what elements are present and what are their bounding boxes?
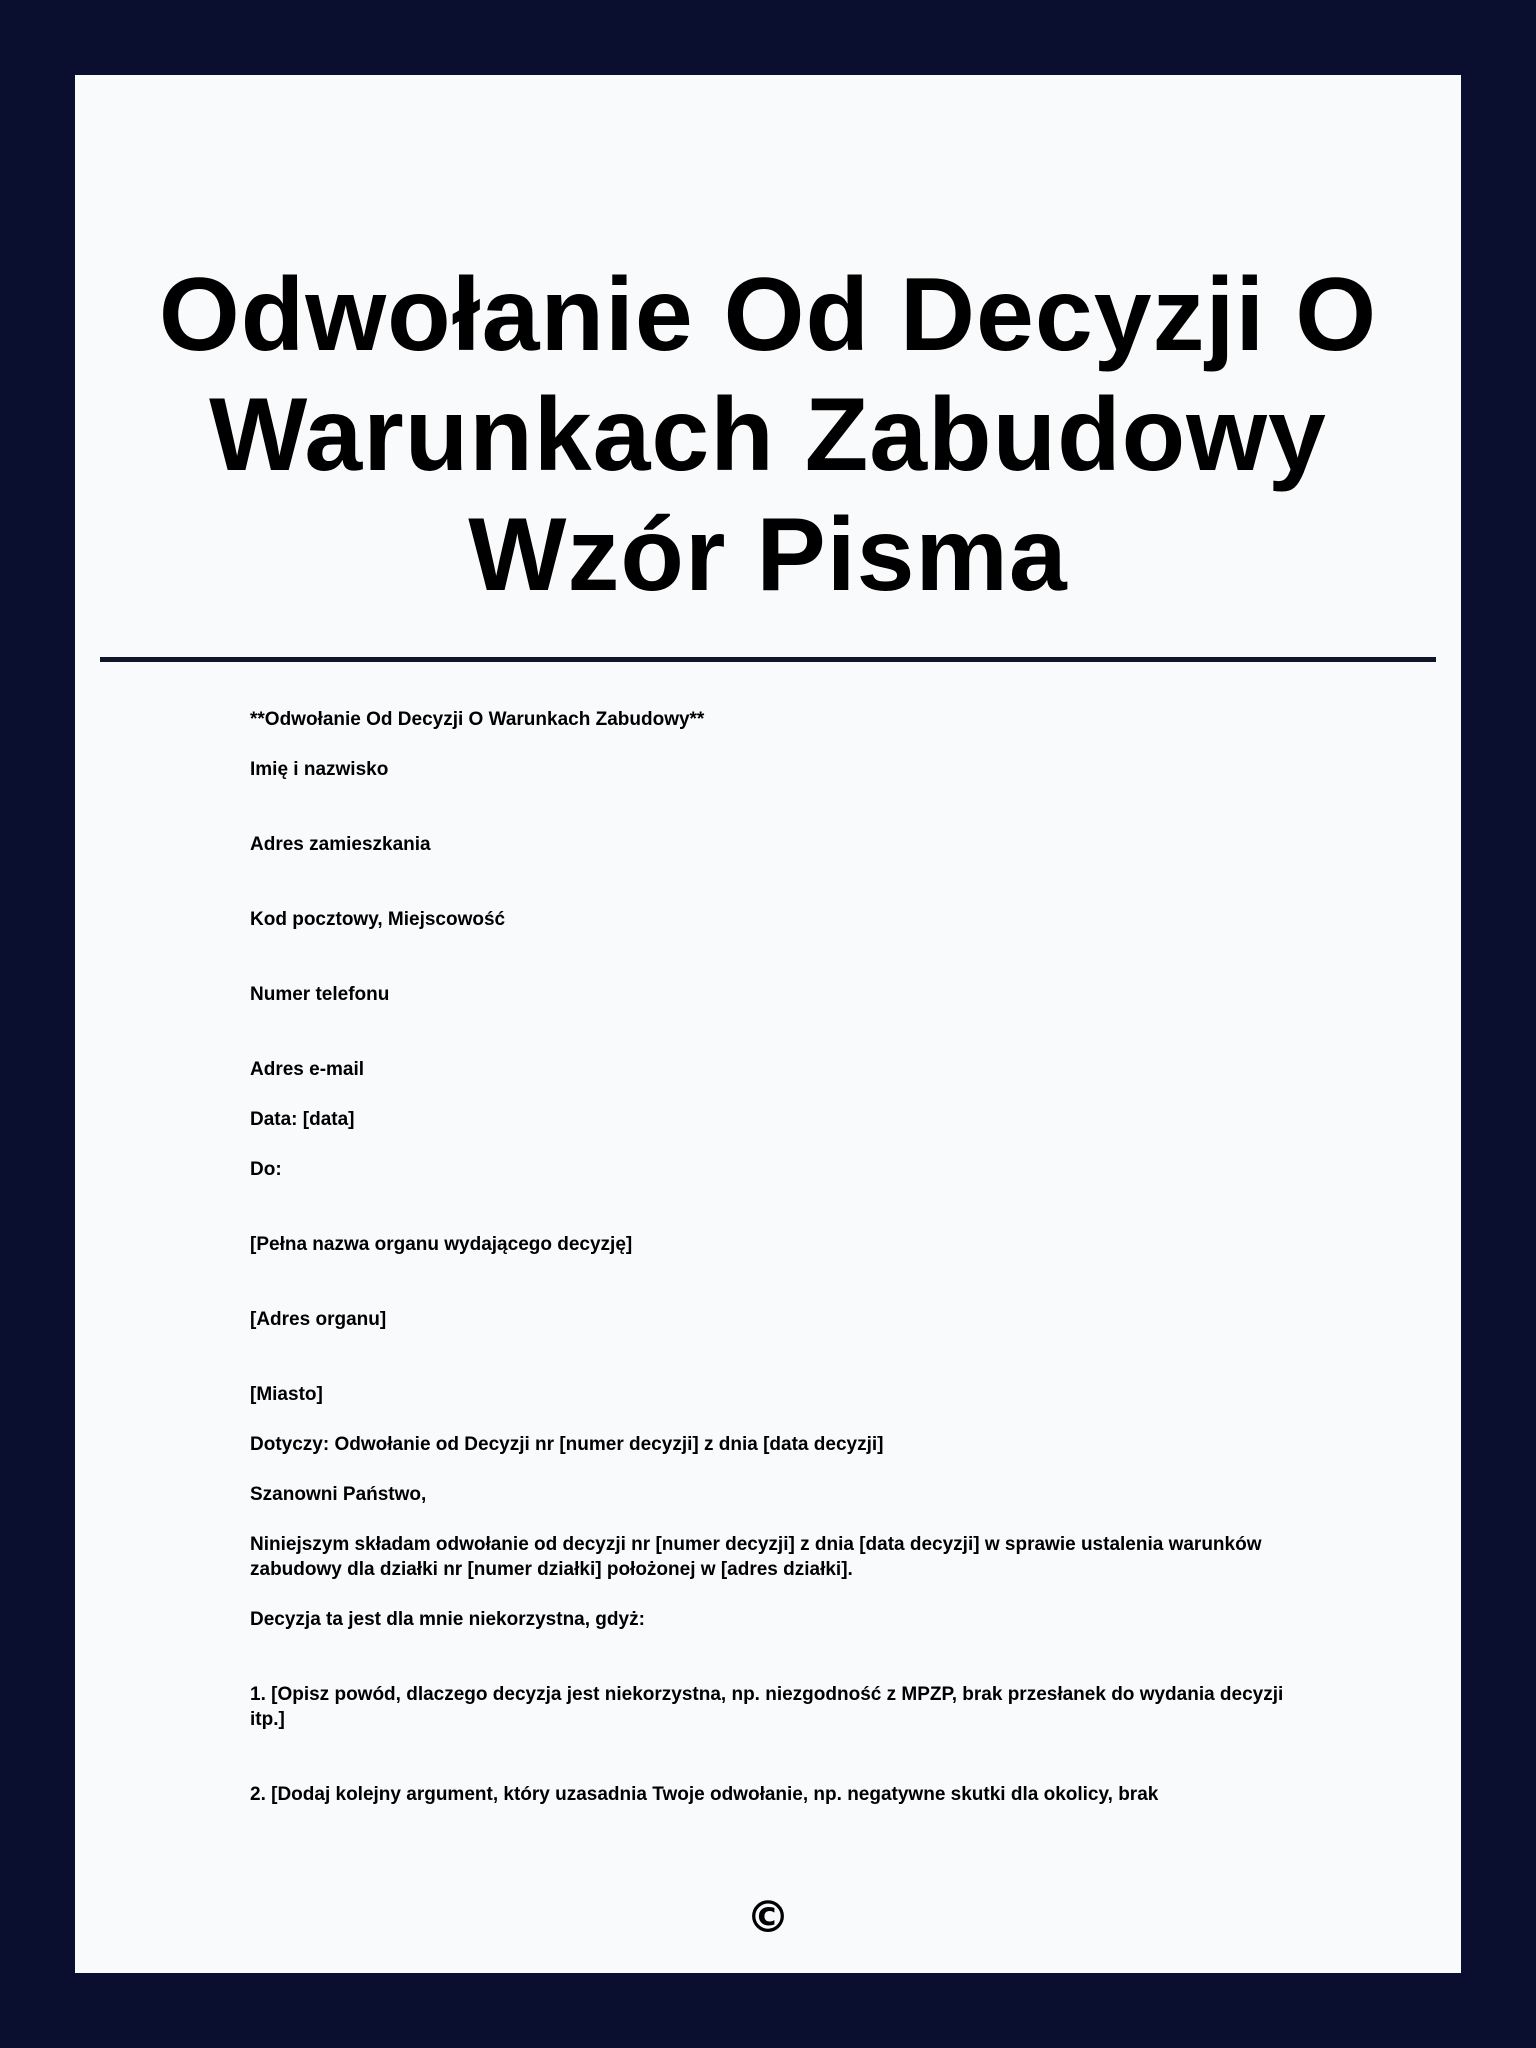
sender-email: Adres e-mail (250, 1059, 365, 1080)
recipient-name: [Pełna nazwa organu wydającego decyzję] (250, 1234, 633, 1255)
sender-postal-city: Kod pocztowy, Miejscowość (250, 909, 506, 930)
sender-phone: Numer telefonu (250, 984, 390, 1005)
letter-body (250, 707, 1310, 1832)
letter-heading: **Odwołanie Od Decyzji O Warunkach Zabudowy** (250, 709, 705, 730)
recipient-city: [Miasto] (250, 1384, 323, 1405)
recipient-address: [Adres organu] (250, 1309, 387, 1330)
page-title: Odwołanie Od Decyzji O Warunkach Zabudowy Wzór Pisma (158, 257, 1378, 613)
sender-address: Adres zamieszkania (250, 834, 431, 855)
reason-item-2: 2. [Dodaj kolejny argument, który uzasadnia Twoje odwołanie, np. negatywne skutki dla okolicy, brak (250, 1784, 1159, 1805)
reason-item-1: 1. [Opisz powód, dlaczego decyzja jest niekorzystna, np. niezgodność z MPZP, brak przesłanek do wydania decyzji itp.] (250, 1684, 1284, 1730)
sender-name: Imię i nazwisko (250, 759, 389, 780)
letter-salutation: Szanowni Państwo, (250, 1484, 427, 1505)
title-divider (100, 657, 1436, 662)
document-sheet (75, 75, 1461, 1973)
recipient-label: Do: (250, 1159, 282, 1180)
letter-date: Data: [data] (250, 1109, 355, 1130)
copyright-icon: © (746, 1892, 790, 1943)
reasons-intro: Decyzja ta jest dla mnie niekorzystna, gdyż: (250, 1609, 645, 1630)
letter-intro: Niniejszym składam odwołanie od decyzji nr [numer decyzji] z dnia [data decyzji] w sprawie ustalenia warunków zabudowy dla działki nr [numer działki] położonej w [adres działki]. (250, 1534, 1262, 1580)
letter-subject: Dotyczy: Odwołanie od Decyzji nr [numer decyzji] z dnia [data decyzji] (250, 1434, 884, 1455)
